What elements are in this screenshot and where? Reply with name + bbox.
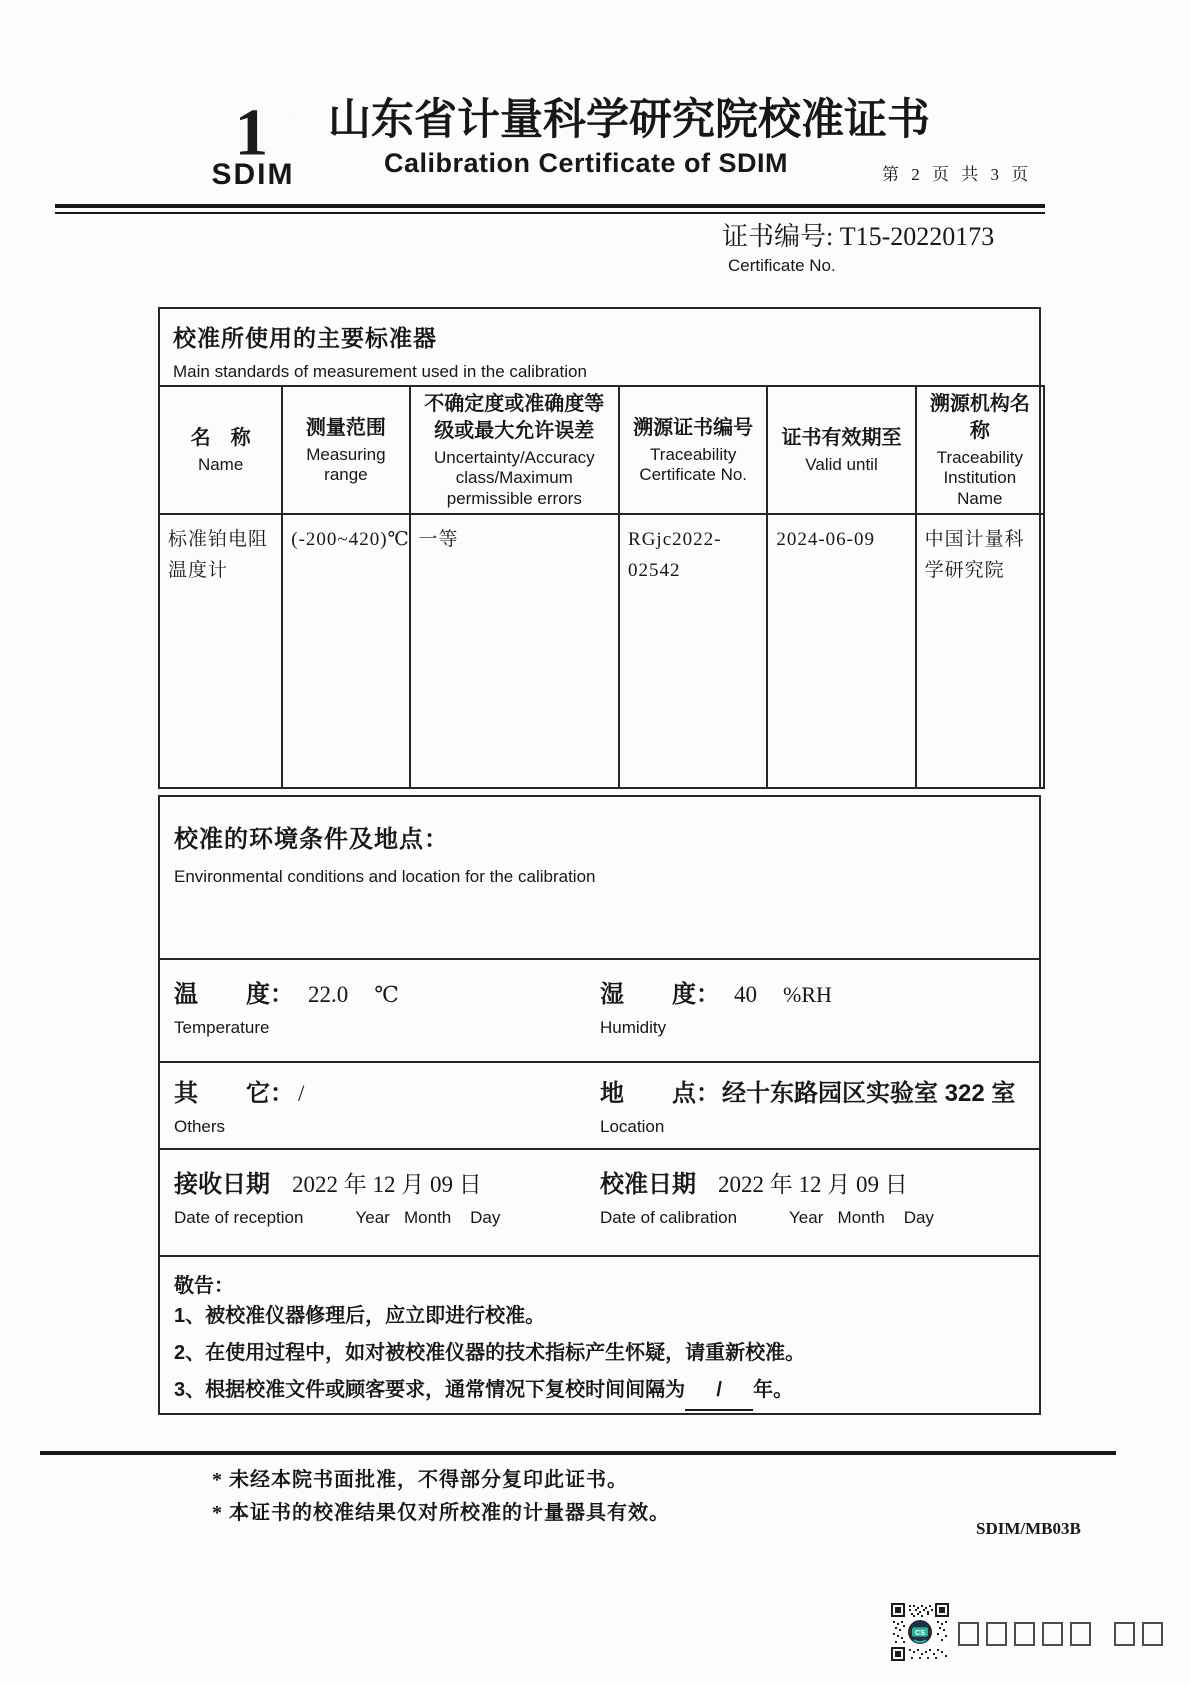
others-value: / bbox=[298, 1081, 305, 1106]
qr-code bbox=[891, 1603, 949, 1661]
notice-title: 敬告： bbox=[174, 1275, 234, 1297]
standards-data-row bbox=[159, 514, 1044, 788]
reception-date-field bbox=[174, 1164, 500, 1228]
temperature-humidity-row bbox=[160, 960, 1039, 1063]
calibration-date-field bbox=[600, 1164, 934, 1228]
col-header-valid-until: 证书有效期至 Valid until bbox=[767, 386, 915, 514]
footer-note-1: * 未经本院书面批准，不得部分复印此证书。 bbox=[212, 1469, 628, 1491]
certificate-number-en: Certificate No. bbox=[728, 256, 836, 275]
standards-title-en: Main standards of measurement used in the calibration bbox=[173, 362, 587, 381]
footer-note-2: * 本证书的校准结果仅对所校准的计量器具有效。 bbox=[212, 1502, 670, 1524]
environment-title-en: Environmental conditions and location for the calibration bbox=[174, 867, 596, 886]
environment-title-cn: 校准的环境条件及地点： bbox=[174, 826, 449, 853]
others-field bbox=[174, 1073, 304, 1137]
temperature-field bbox=[174, 974, 399, 1038]
tofu-box bbox=[1142, 1622, 1163, 1646]
humidity-unit: %RH bbox=[783, 982, 832, 1007]
reception-date-value: 2022 年 12 月 09 日 bbox=[292, 1172, 482, 1197]
cell-name: 标准铂电阻温度计 bbox=[159, 514, 282, 788]
col-header-name: 名 称 Name bbox=[159, 386, 282, 514]
calibration-date-label-cn: 校准日期 bbox=[600, 1171, 696, 1198]
temperature-label-en: Temperature bbox=[174, 1018, 270, 1037]
col-header-traceability-no: 溯源证书编号 Traceability Certificate No. bbox=[619, 386, 767, 514]
standards-title-cn: 校准所使用的主要标准器 bbox=[173, 325, 437, 351]
notice-item-3: 3、根据校准文件或顾客要求，通常情况下复校时间间隔为 / 年。 bbox=[174, 1372, 1025, 1411]
standards-table bbox=[158, 385, 1045, 789]
col-header-institution: 溯源机构名称 Traceability Institution Name bbox=[916, 386, 1044, 514]
col-header-range: 测量范围 Measuring range bbox=[282, 386, 409, 514]
recal-interval-blank: / bbox=[685, 1372, 753, 1411]
cell-traceability-no: RGjc2022-02542 bbox=[619, 514, 767, 788]
cell-range: (-200~420)℃ bbox=[282, 514, 409, 788]
others-label-en: Others bbox=[174, 1117, 226, 1136]
watermark-glyph-boxes bbox=[958, 1622, 1163, 1646]
others-location-row bbox=[160, 1063, 1039, 1150]
humidity-value: 40 bbox=[734, 982, 757, 1007]
sdim-logo-emblem bbox=[209, 84, 297, 164]
sdim-logo bbox=[190, 84, 316, 192]
footer-divider bbox=[40, 1451, 1116, 1455]
calibration-date-label-en: Date of calibration bbox=[600, 1208, 738, 1227]
others-label-cn: 其 它： bbox=[174, 1080, 294, 1107]
calibration-date-units-en: Year Month Day bbox=[789, 1208, 934, 1227]
temperature-unit: ℃ bbox=[374, 982, 399, 1007]
tofu-box bbox=[986, 1622, 1007, 1646]
page-number: 第 2 页 共 3 页 bbox=[882, 165, 1033, 184]
reception-date-label-en: Date of reception bbox=[174, 1208, 304, 1227]
cell-institution: 中国计量科学研究院 bbox=[916, 514, 1044, 788]
location-value: 经十东路园区实验室 322 室 bbox=[722, 1080, 1016, 1107]
location-label-en: Location bbox=[600, 1117, 665, 1136]
svg-text:1: 1 bbox=[234, 94, 269, 164]
header-divider bbox=[55, 204, 1045, 214]
tofu-box bbox=[1070, 1622, 1091, 1646]
qr-cs-label: CS bbox=[915, 1627, 925, 1637]
certificate-number bbox=[722, 216, 994, 253]
environment-title-row bbox=[160, 797, 1039, 960]
certificate-number-label: 证书编号: bbox=[722, 222, 840, 251]
location-field bbox=[600, 1073, 1015, 1137]
certificate-title-cn: 山东省计量科学研究院校准证书 bbox=[328, 97, 930, 144]
dates-row bbox=[160, 1150, 1039, 1257]
temperature-label-cn: 温 度： bbox=[174, 981, 294, 1008]
notice-item-2: 2、在使用过程中，如对被校准仪器的技术指标产生怀疑，请重新校准。 bbox=[174, 1342, 806, 1364]
tofu-box bbox=[1114, 1622, 1135, 1646]
standards-section bbox=[158, 307, 1041, 789]
temperature-value: 22.0 bbox=[308, 982, 349, 1007]
tofu-box bbox=[1042, 1622, 1063, 1646]
cell-uncertainty: 一等 bbox=[410, 514, 619, 788]
standards-header-row bbox=[159, 386, 1044, 514]
humidity-label-cn: 湿 度： bbox=[600, 981, 720, 1008]
humidity-label-en: Humidity bbox=[600, 1018, 667, 1037]
notice-section bbox=[160, 1257, 1039, 1413]
calibration-date-value: 2022 年 12 月 09 日 bbox=[718, 1172, 908, 1197]
reception-date-label-cn: 接收日期 bbox=[174, 1171, 270, 1198]
certificate-number-value: T15-20220173 bbox=[839, 222, 995, 251]
document-code: SDIM/MB03B bbox=[976, 1519, 1081, 1538]
tofu-box bbox=[958, 1622, 979, 1646]
notice-item-1: 1、被校准仪器修理后，应立即进行校准。 bbox=[174, 1305, 546, 1327]
humidity-field bbox=[600, 974, 832, 1038]
certificate-title-en: Calibration Certificate of SDIM bbox=[384, 148, 789, 178]
col-header-uncertainty: 不确定度或准确度等级或最大允许误差 Uncertainty/Accuracy class/Maximum permissible errors bbox=[410, 386, 619, 514]
location-label-cn: 地 点： bbox=[600, 1080, 720, 1107]
reception-date-units-en: Year Month Day bbox=[355, 1208, 501, 1227]
tofu-box bbox=[1014, 1622, 1035, 1646]
environment-section bbox=[158, 795, 1041, 1415]
sdim-logo-text: SDIM bbox=[211, 158, 295, 191]
cell-valid-until: 2024-06-09 bbox=[767, 514, 915, 788]
